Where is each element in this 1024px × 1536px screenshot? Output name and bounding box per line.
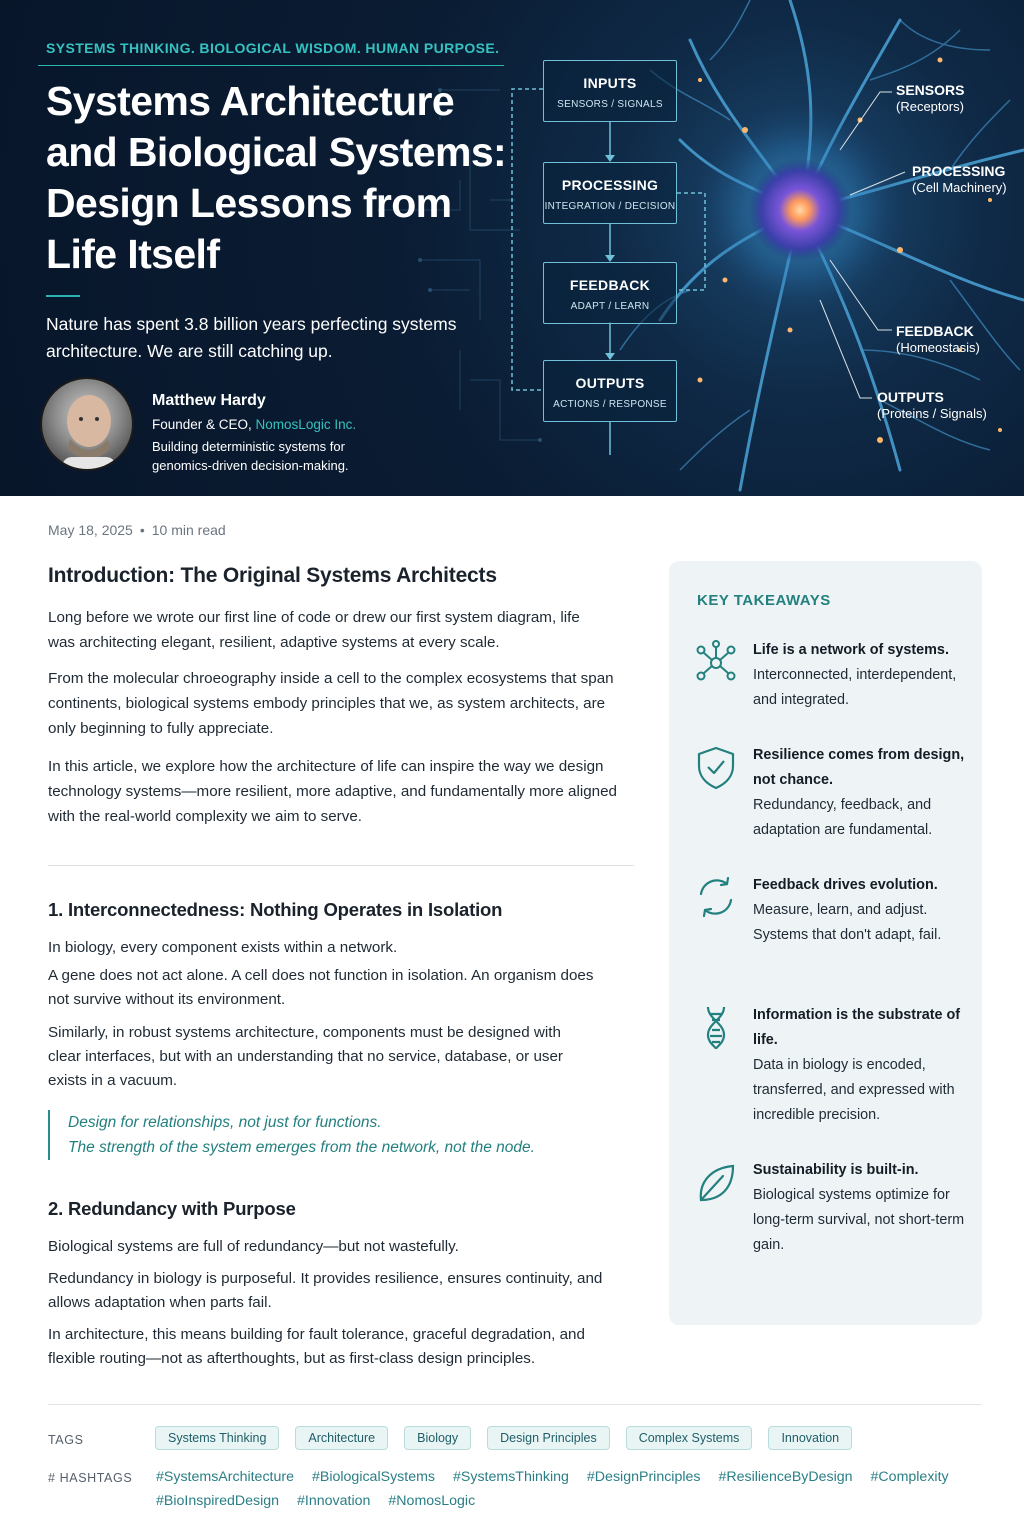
section-2-paragraph-2: Redundancy in biology is purposeful. It provides resilience, ensures continuity, and allows adaptation when parts fail.: [48, 1270, 603, 1311]
hashtag-link[interactable]: #BioInspiredDesign: [156, 1493, 280, 1509]
flow-box-outputs: [543, 360, 677, 422]
takeaway-heading: Sustainability is built-in.: [753, 1162, 919, 1178]
dna-icon: [693, 1005, 739, 1051]
neuron-label-sub: (Proteins / Signals): [877, 406, 987, 421]
read-time: 10 min read: [151, 522, 226, 538]
leaf-icon: [693, 1160, 739, 1206]
author-portrait-icon: [42, 379, 134, 471]
author-avatar[interactable]: [40, 377, 134, 471]
tag-chip[interactable]: Innovation: [768, 1426, 852, 1450]
page-title: Systems Architecture and Biological Systems: Design Lessons from Life Itself: [46, 78, 507, 277]
takeaway-body: Biological systems optimize for long-term survival, not short-term gain.: [753, 1187, 965, 1253]
key-takeaways-panel: [669, 561, 982, 1325]
takeaway-body: Interconnected, interdependent, and integrated.: [753, 667, 957, 708]
takeaway-body: Measure, learn, and adjust. Systems that don't adapt, fail.: [753, 902, 942, 943]
flow-box-subtitle: ADAPT / LEARN: [570, 301, 650, 312]
takeaway-heading: Life is a network of systems.: [753, 642, 949, 658]
key-takeaways-title: KEY TAKEAWAYS: [697, 592, 831, 609]
author-name: Matthew Hardy: [152, 392, 266, 409]
hashtag-list: [156, 1466, 956, 1512]
tag-chip[interactable]: Design Principles: [487, 1426, 610, 1450]
hero-banner: [0, 0, 1024, 496]
author-bio: Building deterministic systems for genomics-driven decision-making.: [152, 439, 349, 473]
section-1-paragraph-2: A gene does not act alone. A cell does not function in isolation. An organism does not survive without its environment.: [48, 967, 594, 1008]
title-accent-rule: [46, 295, 80, 297]
hashtag-link[interactable]: #Complexity: [870, 1469, 949, 1485]
intro-paragraph-1: Long before we wrote our first line of code or drew our first system diagram, life was architecting elegant, resilient, adaptive systems at every scale.: [48, 609, 580, 651]
tag-chip[interactable]: Complex Systems: [626, 1426, 753, 1450]
flow-box-title: INPUTS: [583, 75, 637, 91]
section-2-heading: 2. Redundancy with Purpose: [48, 1198, 296, 1219]
neuron-label-sensors: [896, 82, 964, 114]
neuron-label-title: PROCESSING: [912, 163, 1006, 179]
tag-chip[interactable]: Biology: [404, 1426, 471, 1450]
takeaway-text: [753, 1158, 973, 1258]
hero-tagline: SYSTEMS THINKING. BIOLOGICAL WISDOM. HUMAN PURPOSE.: [38, 36, 504, 66]
takeaway-heading: Information is the substrate of life.: [753, 1007, 961, 1048]
section-2-paragraph-3: In architecture, this means building for fault tolerance, graceful degradation, and flexible routing—not as afterthoughts, but as first-class design principles.: [48, 1326, 585, 1367]
flow-box-subtitle: ACTIONS / RESPONSE: [553, 399, 667, 410]
neuron-label-outputs: [877, 389, 987, 421]
hashtags-label: # HASHTAGS: [48, 1471, 133, 1485]
hero-subtitle: Nature has spent 3.8 billion years perfecting systems architecture. We are still catching up.: [46, 314, 457, 361]
takeaway-body: Redundancy, feedback, and adaptation are fundamental.: [753, 797, 933, 838]
takeaway-text: [753, 743, 973, 843]
hashtag-link[interactable]: #Innovation: [297, 1493, 371, 1509]
section-1-paragraph-3: Similarly, in robust systems architecture, components must be designed with clear interfaces, but with an understanding that no service, database, or user exists in a vacuum.: [48, 1024, 563, 1089]
neuron-label-title: SENSORS: [896, 82, 965, 98]
neuron-label-title: OUTPUTS: [877, 389, 944, 405]
tag-chip[interactable]: Systems Thinking: [155, 1426, 279, 1450]
author-role: [152, 417, 356, 432]
tag-list: [155, 1426, 852, 1450]
section-2-paragraph-1: Biological systems are full of redundancy—but not wastefully.: [48, 1238, 459, 1255]
takeaway-text: [753, 1003, 973, 1128]
publish-date: May 18, 2025: [48, 522, 133, 538]
takeaway-text: [753, 638, 973, 713]
pull-quote: [48, 1110, 638, 1160]
meta-separator: •: [139, 522, 145, 538]
shield-check-icon: [693, 744, 739, 790]
takeaway-text: [753, 873, 973, 948]
flow-box-title: OUTPUTS: [575, 375, 645, 391]
intro-heading: Introduction: The Original Systems Architects: [48, 564, 497, 587]
article-meta: [48, 522, 226, 538]
hashtag-link[interactable]: #NomosLogic: [388, 1493, 476, 1509]
pull-quote-line-2: The strength of the system emerges from the network, not the node.: [68, 1139, 535, 1156]
author-company-link[interactable]: NomosLogic Inc.: [255, 417, 357, 432]
flow-box-title: FEEDBACK: [569, 277, 651, 293]
intro-paragraph-3: In this article, we explore how the architecture of life can inspire the way we design technology systems—more resilient, more adaptive, and fundamentally more aligned with the real-world complexity we aim to serve.: [48, 758, 617, 825]
neuron-label-processing: [912, 163, 1007, 195]
neuron-label-sub: (Receptors): [896, 99, 964, 114]
hashtag-link[interactable]: #SystemsArchitecture: [156, 1469, 294, 1485]
author-role-title: Founder & CEO,: [152, 417, 256, 432]
neuron-label-sub: (Cell Machinery): [912, 180, 1007, 195]
flow-box-subtitle: SENSORS / SIGNALS: [557, 99, 663, 110]
tag-chip[interactable]: Architecture: [295, 1426, 388, 1450]
hashtag-link[interactable]: #BiologicalSystems: [311, 1469, 435, 1485]
flow-box-feedback: [543, 262, 677, 324]
neuron-label-feedback: [896, 323, 980, 355]
flow-box-processing: [543, 162, 677, 224]
hashtag-link[interactable]: #ResilienceByDesign: [718, 1469, 853, 1485]
tags-label: TAGS: [48, 1433, 84, 1447]
flow-box-title: PROCESSING: [561, 177, 659, 193]
intro-paragraph-2: From the molecular chroeography inside a cell to the complex ecosystems that span continents, biological systems embody principles that we, as system architects, are only beginning to fully appreciate.: [48, 670, 614, 737]
pull-quote-line-1: Design for relationships, not just for functions.: [68, 1114, 382, 1131]
flow-box-subtitle: INTEGRATION / DECISION: [544, 201, 676, 212]
flow-box-inputs: [543, 60, 677, 122]
section-1-paragraph-1: In biology, every component exists within a network.: [48, 939, 398, 956]
neuron-label-title: FEEDBACK: [896, 323, 974, 339]
section-1-heading: 1. Interconnectedness: Nothing Operates in Isolation: [48, 899, 503, 920]
takeaway-heading: Feedback drives evolution.: [753, 877, 938, 893]
section-divider: [48, 865, 634, 866]
hashtag-link[interactable]: #SystemsThinking: [453, 1469, 569, 1485]
refresh-cycle-icon: [693, 874, 739, 920]
hashtag-link[interactable]: #DesignPrinciples: [586, 1469, 701, 1485]
network-icon: [693, 640, 739, 686]
takeaway-heading: Resilience comes from design, not chance.: [753, 747, 965, 788]
footer-divider: [48, 1404, 982, 1405]
neuron-label-sub: (Homeostasis): [896, 340, 980, 355]
takeaway-body: Data in biology is encoded, transferred, and expressed with incredible precision.: [753, 1057, 955, 1123]
